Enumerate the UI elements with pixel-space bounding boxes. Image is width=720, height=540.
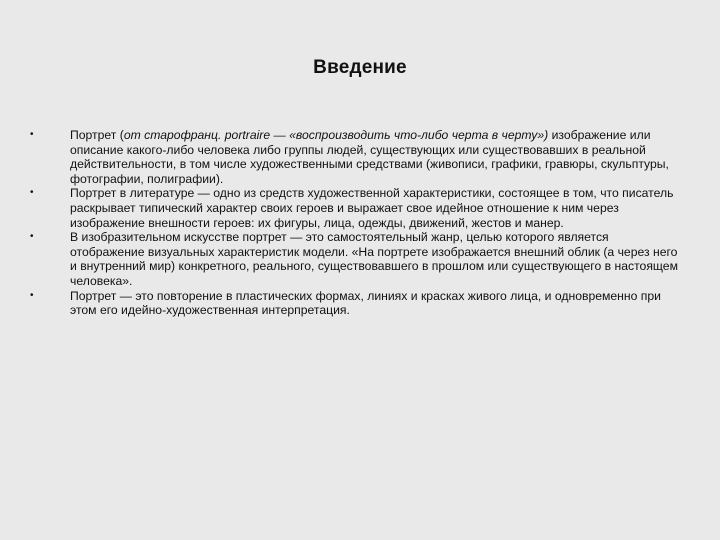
list-item	[30, 186, 682, 230]
list-item	[30, 128, 682, 186]
bullet-text-rest: изображение или описание какого-либо человека либо группы людей, существующих или существовавших в реальной действительности, в том числе художественными средствами (живописи, графики, гравюры, скульптуры, фотографии, полиграфии).	[70, 128, 669, 186]
bullet-icon: •	[30, 231, 34, 243]
bullet-icon: •	[30, 129, 34, 140]
slide-title: Введение	[313, 57, 407, 78]
bullet-text: Портрет — это повторение в пластических формах, линиях и красках живого лица, и одновременно при этом его идейно-художественная интерпретация.	[70, 288, 661, 318]
bullet-icon: •	[30, 289, 34, 301]
bullet-text-italic: от старофранц. portraire — «воспроизводить что-либо черта в черту»)	[123, 128, 549, 142]
bullet-list	[30, 128, 682, 318]
bullet-text: Портрет в литературе — одно из средств художественной характеристики, состоящее в том, что писатель раскрывает типический характер своих героев и выражает свое идейное отношение к ним через изображение внешности героев: их фигуры, лица, одежды, движений, жестов и манер.	[70, 186, 674, 230]
list-item	[30, 289, 682, 318]
bullet-text-prefix: Портрет (	[70, 128, 124, 142]
bullet-icon: •	[30, 187, 34, 199]
list-item	[30, 230, 682, 288]
bullet-text: В изобразительном искусстве портрет — это самостоятельный жанр, целью которого является отображение визуальных характеристик модели. «На портрете изображается внешний облик (а через него и внутренний мир) конкретного, реального, существовавшего в прошлом или существующего в настоящем человека».	[70, 230, 678, 288]
